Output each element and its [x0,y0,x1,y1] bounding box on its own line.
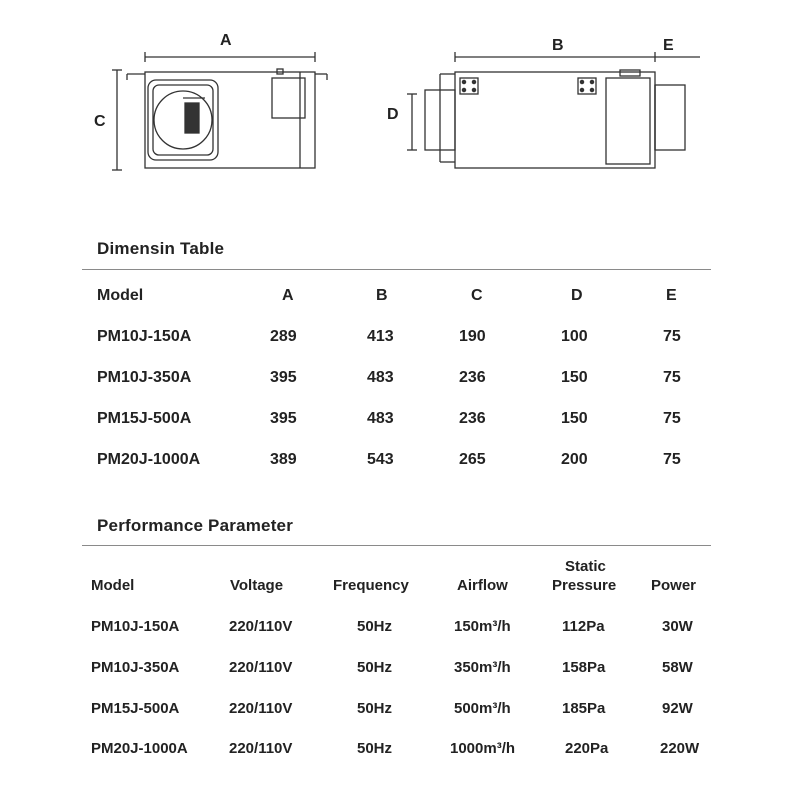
dim-header-a: A [282,287,294,304]
perf-cell-pressure: 185Pa [562,700,606,717]
perf-cell-airflow: 350m³/h [454,659,511,676]
perf-cell-voltage: 220/110V [229,700,293,717]
dim-cell-model: PM20J-1000A [97,451,201,468]
dimension-label-a: A [220,32,232,49]
dim-cell-a: 389 [270,451,297,468]
perf-cell-frequency: 50Hz [357,700,393,717]
perf-cell-voltage: 220/110V [229,740,293,757]
dim-cell-b: 543 [367,451,394,468]
perf-cell-frequency: 50Hz [357,659,393,676]
performance-table-rule [82,545,711,546]
dim-cell-d: 200 [561,451,588,468]
dim-header-c: C [471,287,483,304]
dim-cell-c: 236 [459,369,486,386]
dim-cell-c: 190 [459,328,486,345]
dim-cell-e: 75 [663,451,681,468]
dim-cell-e: 75 [663,369,681,386]
front-view-drawing [112,52,327,170]
dim-cell-model: PM10J-350A [97,369,192,386]
perf-cell-frequency: 50Hz [357,740,393,757]
dim-cell-b: 483 [367,410,394,427]
perf-cell-pressure: 220Pa [565,740,609,757]
perf-cell-power: 92W [662,700,693,717]
perf-cell-frequency: 50Hz [357,618,393,635]
perf-header-voltage: Voltage [230,577,284,594]
dim-cell-c: 236 [459,410,486,427]
dim-cell-b: 413 [367,328,394,345]
dim-cell-model: PM10J-150A [97,328,192,345]
perf-cell-airflow: 150m³/h [454,618,511,635]
perf-header-airflow: Airflow [457,577,508,594]
perf-cell-voltage: 220/110V [229,659,293,676]
dim-header-b: B [376,287,388,304]
dim-header-e: E [666,287,677,304]
dim-cell-d: 100 [561,328,588,345]
dim-cell-a: 395 [270,369,297,386]
dim-cell-d: 150 [561,410,588,427]
dim-cell-e: 75 [663,410,681,427]
perf-cell-pressure: 112Pa [562,618,605,635]
dim-cell-d: 150 [561,369,588,386]
perf-cell-power: 30W [662,618,693,635]
perf-cell-model: PM20J-1000A [91,740,188,757]
side-view-drawing [407,52,700,168]
dim-cell-b: 483 [367,369,394,386]
perf-cell-voltage: 220/110V [229,618,293,635]
perf-cell-model: PM15J-500A [91,700,180,717]
dim-header-d: D [571,287,583,304]
dim-cell-a: 289 [270,328,297,345]
perf-cell-model: PM10J-350A [91,659,180,676]
dim-cell-a: 395 [270,410,297,427]
perf-header-model: Model [91,577,135,594]
dimension-label-c: C [94,113,106,130]
perf-header-pressure: Pressure [552,577,617,594]
dim-header-model: Model [97,287,144,304]
dimension-label-d: D [387,106,399,123]
perf-cell-airflow: 500m³/h [454,700,511,717]
perf-cell-pressure: 158Pa [562,659,606,676]
dim-cell-e: 75 [663,328,681,345]
dim-cell-model: PM15J-500A [97,410,192,427]
perf-cell-model: PM10J-150A [91,618,180,635]
performance-table-title: Performance Parameter [97,516,294,535]
perf-header-power: Power [651,577,697,594]
perf-cell-power: 58W [662,659,693,676]
dimension-label-e: E [663,37,674,54]
dimension-table-title: Dimensin Table [97,239,225,258]
perf-header-static: Static [565,558,606,575]
dim-cell-c: 265 [459,451,486,468]
dimension-table-rule [82,269,711,270]
perf-cell-airflow: 1000m³/h [450,740,516,757]
technical-drawing [0,0,800,200]
dimension-label-b: B [552,37,564,54]
perf-header-frequency: Frequency [333,577,409,594]
perf-cell-power: 220W [660,740,700,757]
